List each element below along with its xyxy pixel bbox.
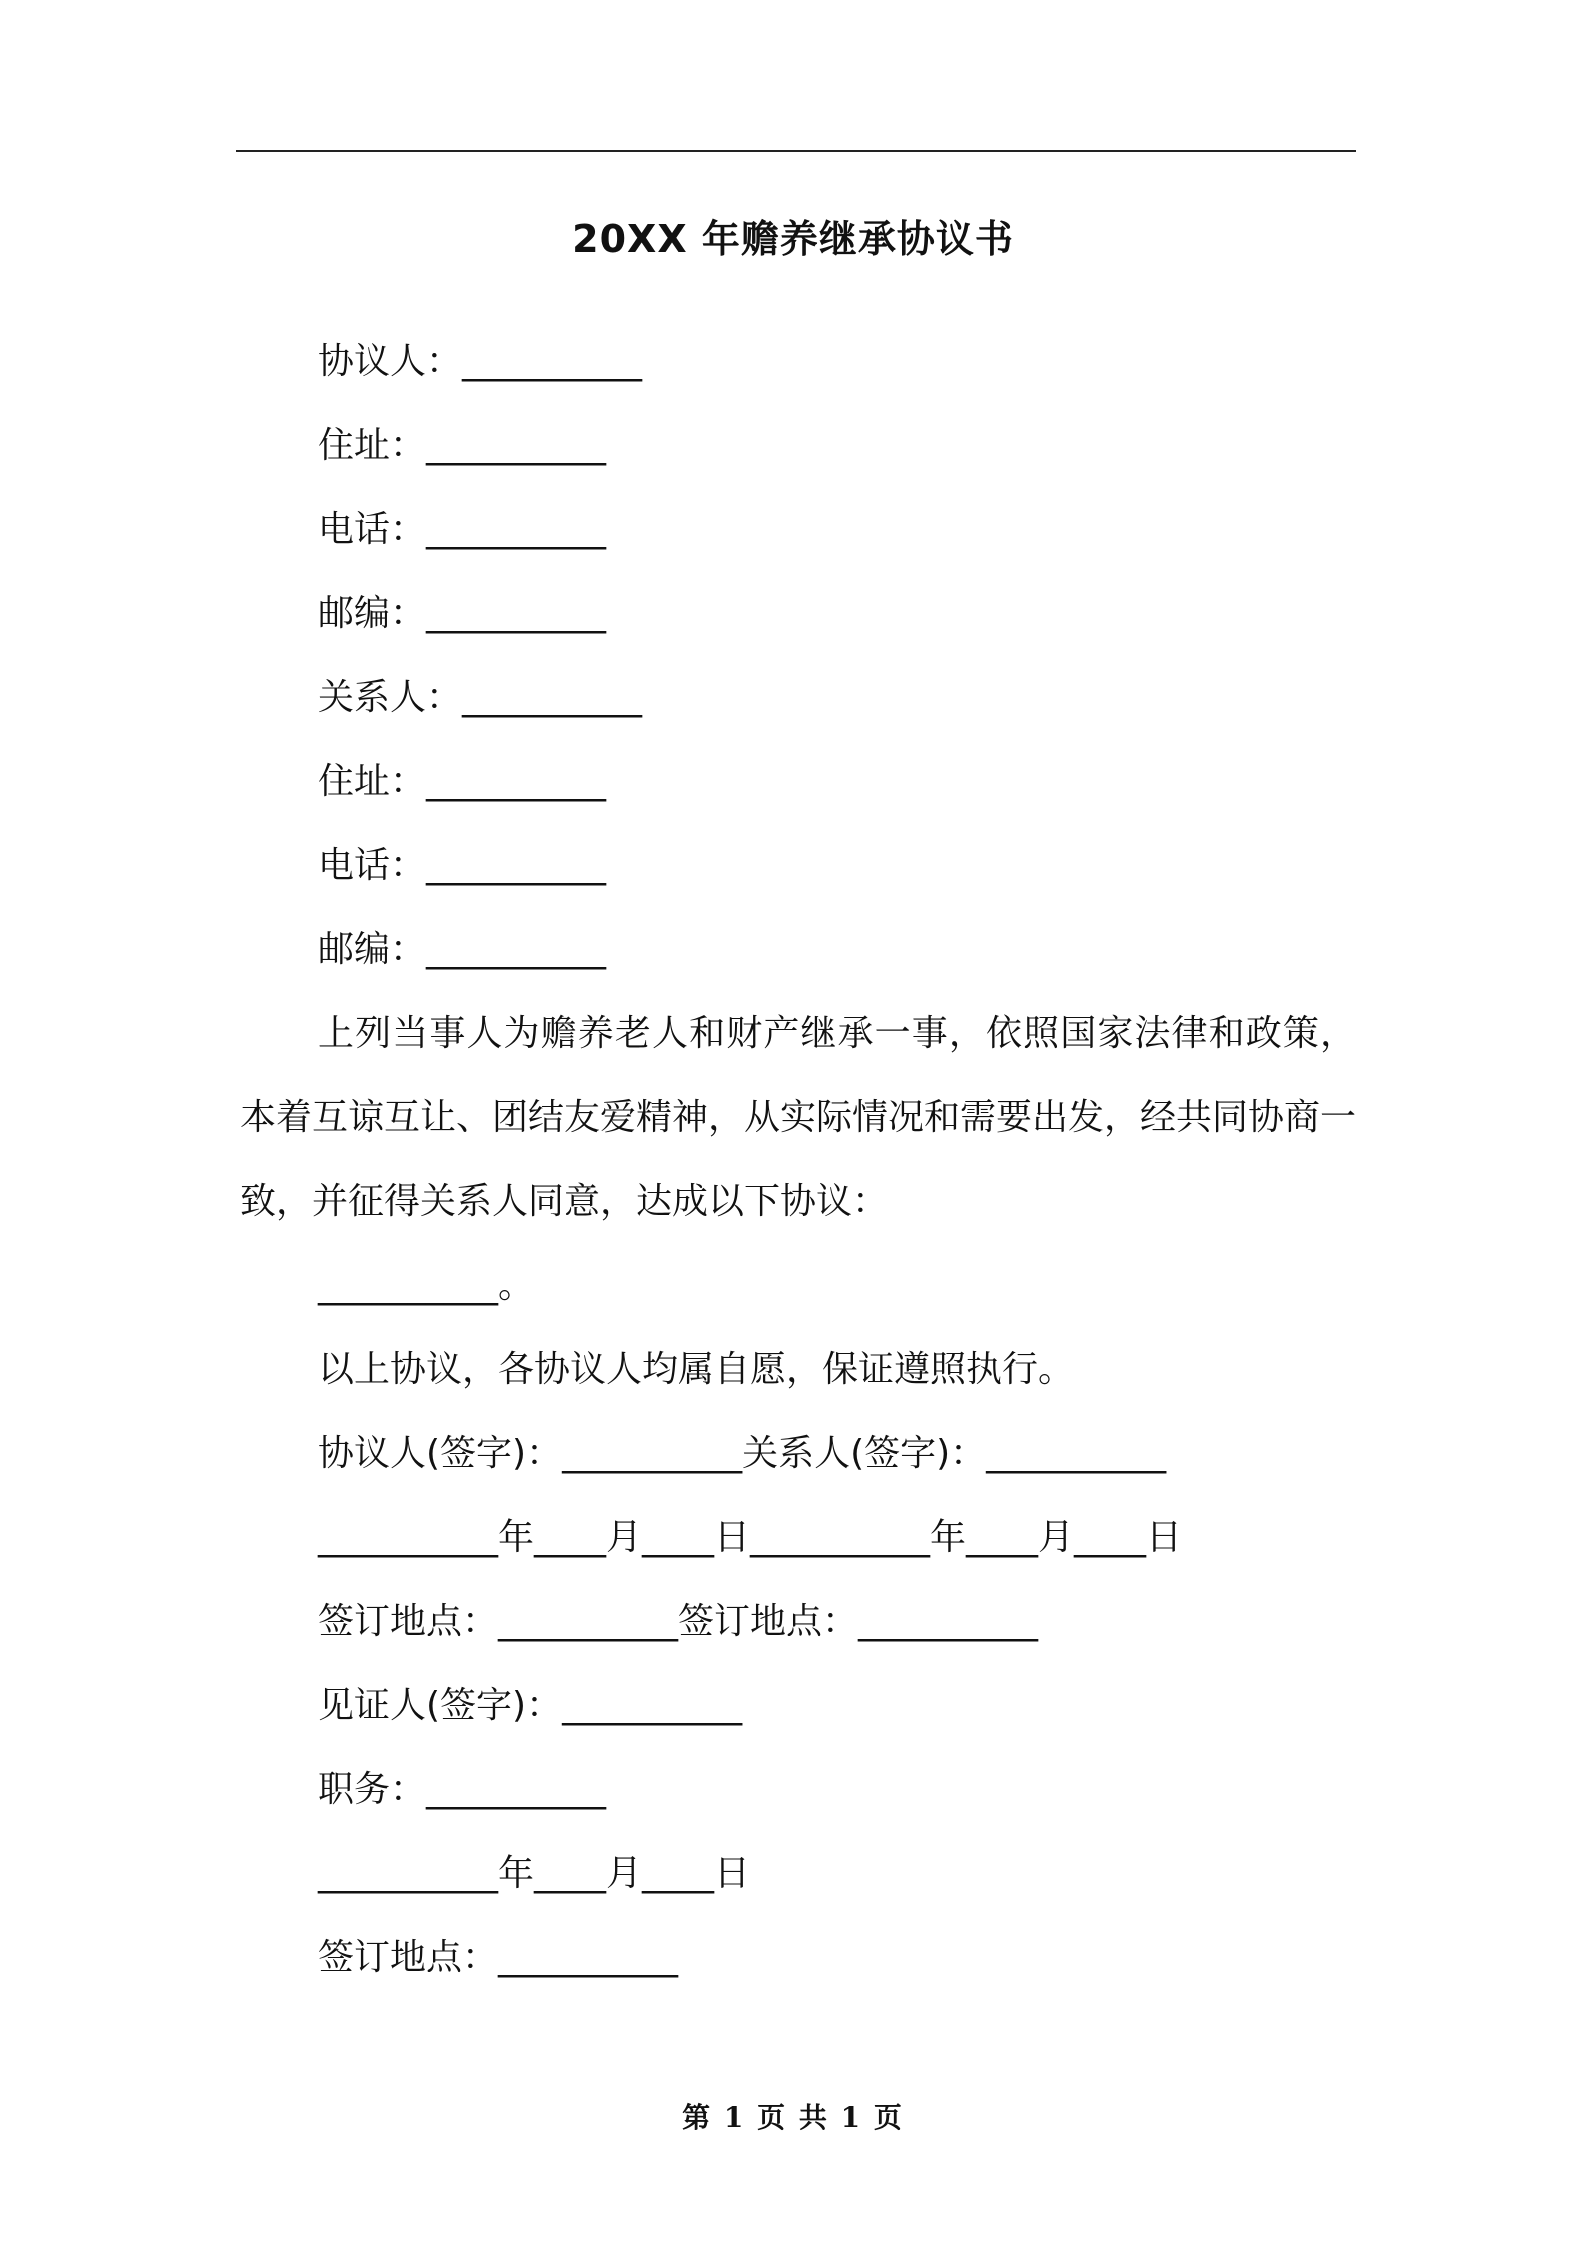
- party-blank: __________: [426, 761, 607, 802]
- intro-paragraph: 上列当事人为赡养老人和财产继承一事，依照国家法律和政策，本着互谅互让、团结友爱精神，从实际情况和需要出发，经共同协商一致，并征得关系人同意，达成以下协议：: [240, 1013, 1357, 1222]
- party-label: 邮编：: [318, 929, 427, 970]
- date-line-single: __________年____月____日: [318, 1853, 750, 1894]
- party-blank: __________: [426, 929, 607, 970]
- party-blank: __________: [462, 677, 643, 718]
- party-label: 电话：: [318, 509, 427, 550]
- party-line-address: [240, 404, 1356, 488]
- page-indicator: 第 1 页 共 1 页: [682, 2101, 904, 2134]
- party-line-agreement-person: [240, 320, 1356, 404]
- document-body: [240, 320, 1356, 2000]
- position-line: 职务：__________: [318, 1769, 607, 1810]
- signature-line: 协议人(签字)：__________关系人(签字)：__________: [318, 1433, 1167, 1474]
- party-line-related-person: [240, 656, 1356, 740]
- document-title: 20XX 年赡养继承协议书: [572, 217, 1014, 261]
- party-line-postcode: [240, 572, 1356, 656]
- party-blank: __________: [462, 341, 643, 382]
- party-label: 邮编：: [318, 593, 427, 634]
- closing-statement: 以上协议，各协议人均属自愿，保证遵照执行。: [318, 1349, 1075, 1390]
- party-blank: __________: [426, 593, 607, 634]
- party-blank: __________: [426, 509, 607, 550]
- party-label: 住址：: [318, 761, 427, 802]
- party-blank: __________: [426, 425, 607, 466]
- party-label: 住址：: [318, 425, 427, 466]
- place-line-double: 签订地点：__________签订地点：__________: [318, 1601, 1039, 1642]
- date-line-double: __________年____月____日__________年____月____日: [318, 1517, 1182, 1558]
- party-label: 协议人：: [318, 341, 463, 382]
- party-blank: __________: [426, 845, 607, 886]
- party-line-related-address: [240, 740, 1356, 824]
- witness-line: 见证人(签字)：__________: [318, 1685, 743, 1726]
- party-label: 电话：: [318, 845, 427, 886]
- party-label: 关系人：: [318, 677, 463, 718]
- party-line-related-postcode: [240, 908, 1356, 992]
- agreement-blank-line: __________。: [318, 1265, 535, 1306]
- party-line-related-phone: [240, 824, 1356, 908]
- header-rule: [236, 150, 1356, 152]
- place-line-single: 签订地点：__________: [318, 1937, 679, 1978]
- party-line-phone: [240, 488, 1356, 572]
